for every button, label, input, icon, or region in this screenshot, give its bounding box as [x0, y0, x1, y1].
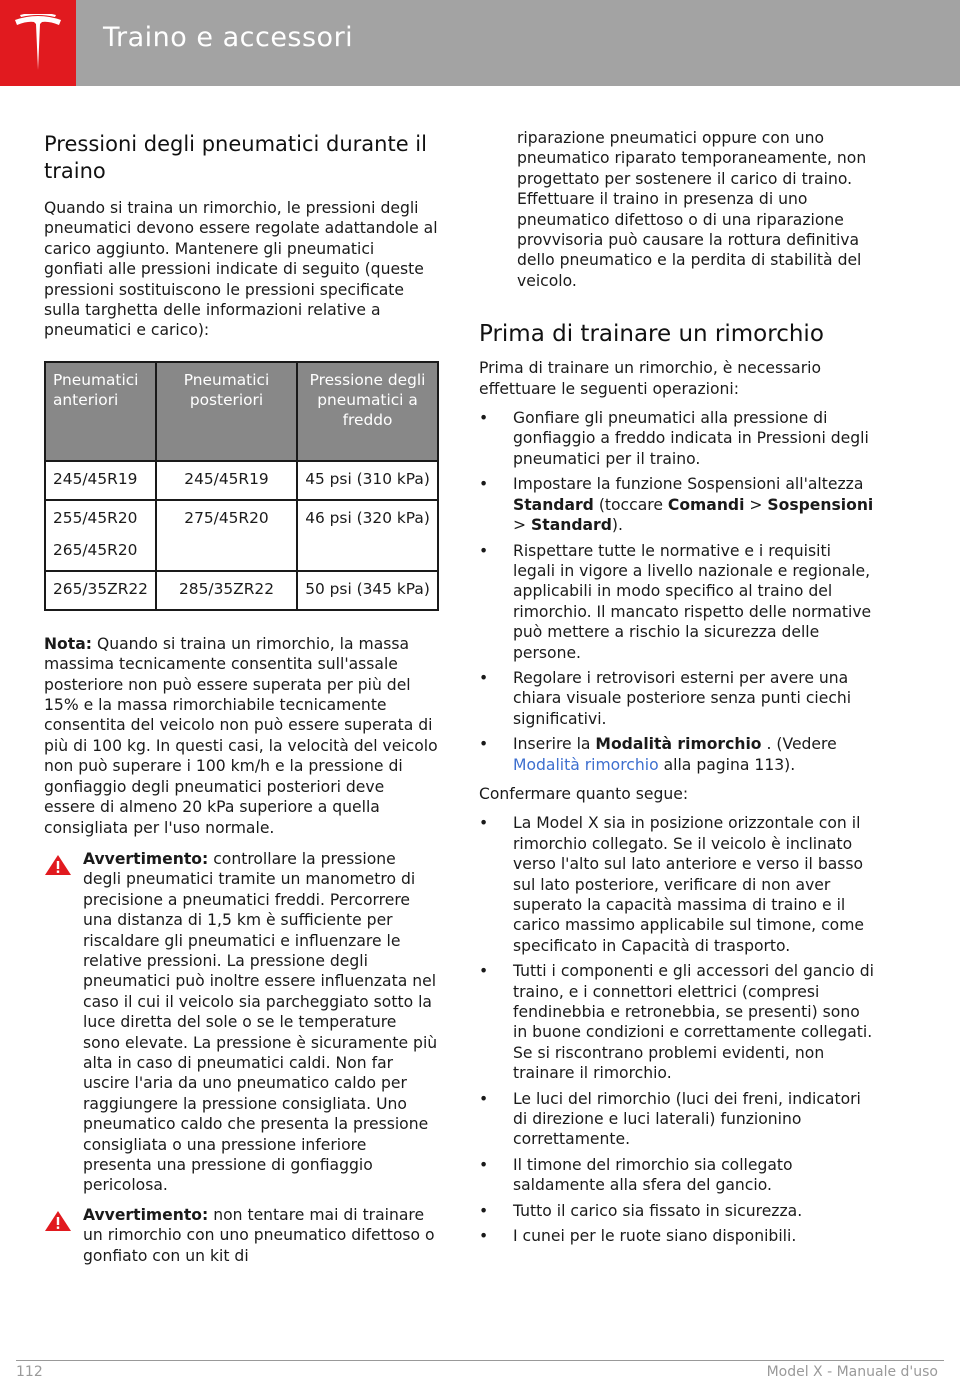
table-row: [45, 571, 438, 610]
list-item: • Inserire la Modalità rimorchio . (Vedere Modalità rimorchio alla pagina 113).: [479, 734, 875, 775]
column-header-front: Pneumatici anteriori: [45, 362, 156, 461]
note-label: Nota:: [44, 634, 92, 653]
warning-text: [83, 849, 438, 1196]
section-title-before-towing: Prima di trainare un rimorchio: [479, 321, 824, 348]
page-header: [0, 0, 960, 86]
list-item: • Impostare la funzione Sospensioni all'altezza Standard (toccare Comandi > Sospensioni > Standard).: [479, 474, 875, 535]
warning-text: [83, 1205, 438, 1266]
trailer-mode-link[interactable]: Modalità rimorchio: [513, 755, 659, 774]
note-text: Quando si traina un rimorchio, la massa massima tecnicamente consentita sull'assale posteriore non può essere superata per più del 15% e la massa rimorchiabile tecnicamente consentita del veicolo non può essere superata di più di 100 kg. In questi casi, la velocità del veicolo non può superare i 100 km/h e la pressione di gonfiaggio degli pneumatici posteriori deve essere di almeno 20 kPa superiore a quella consigliata per l'uso normale.: [44, 634, 438, 837]
front-tire-size: 265/35ZR22: [53, 579, 148, 598]
right-column: [479, 128, 875, 1247]
column-header-rear: Pneumatici posteriori: [156, 362, 297, 461]
footer-manual-title: Model X - Manuale d'uso: [766, 1364, 938, 1380]
table-row: [45, 461, 438, 500]
table-cell-pressure: 45 psi (310 kPa): [297, 461, 438, 500]
list-item: • Tutti i componenti e gli accessori del gancio di traino, e i connettori elettrici (compresi fendinebbia e retronebbia, se presenti) sono in buone condizioni e correttamente collegati. Se si riscontrano problemi evidenti, non trainare il rimorchio.: [479, 961, 875, 1083]
tesla-logo-icon: [13, 14, 63, 72]
page-number: 112: [16, 1364, 43, 1380]
tire-pressure-table: [44, 361, 439, 611]
list-item: • Le luci del rimorchio (luci dei freni, indicatori di direzione e luci laterali) funzionino correttamente.: [479, 1089, 875, 1150]
preparation-list: [479, 408, 875, 775]
table-cell-rear: 245/45R19: [156, 461, 297, 500]
list-item: • Regolare i retrovisori esterni per avere una chiara visuale posteriore senza punti ciechi significativi.: [479, 668, 875, 729]
page-title: Traino e accessori: [103, 22, 354, 53]
warning-triangle-icon: [44, 1210, 72, 1232]
list-item: • Tutto il carico sia fissato in sicurezza.: [479, 1201, 875, 1221]
column-header-pressure: Pressione degli pneumatici a freddo: [297, 362, 438, 461]
warning-block: [44, 1205, 438, 1266]
list-item: • I cunei per le ruote siano disponibili.: [479, 1226, 875, 1246]
warning-continued-text: riparazione pneumatici oppure con uno pneumatico riparato temporaneamente, non progettato per sostenere il carico di traino. Effettuare il traino in presenza di uno pneumatico difettoso o di una riparazione provvisoria può causare la rottura definitiva dello pneumatico e la perdita di stabilità del veicolo.: [517, 129, 867, 290]
table-header-row: [45, 362, 438, 461]
front-tire-size: 255/45R20: [53, 508, 138, 527]
tesla-logo: [0, 0, 76, 86]
table-cell-pressure: 50 psi (345 kPa): [297, 571, 438, 610]
section-intro: Quando si traina un rimorchio, le pressioni degli pneumatici devono essere regolate adattandole al carico aggiunto. Mantenere gli pneumatici gonfiati alle pressioni indicate di seguito (queste pressioni sostituiscono le pressioni specificate sulla targhetta delle informazioni relative a pneumatici e carico):: [44, 199, 438, 340]
warning-body: controllare la pressione degli pneumatici tramite un manometro di precisione a pneumatici freddi. Percorrere una distanza di 1,5 km è sufficiente per riscaldare gli pneumatici e influenzare le relative pressioni. La pressione degli pneumatici può inoltre essere influenzata nel caso il cui il veicolo sia parcheggiato sotto la luce diretta del sole o se le temperature sono elevate. La pressione è sicuramente più alta in caso di pneumatici caldi. Non far uscire l'aria da uno pneumatico caldo per raggiungere la pressione consigliata. Uno pneumatico caldo che presenta la pressione consigliata o una pressione inferiore presenta una pressione di gonfiaggio pericolosa.: [83, 849, 438, 1195]
table-cell-front: [45, 500, 156, 571]
confirm-intro: Confermare quanto segue:: [479, 784, 689, 803]
front-tire-size: 245/45R19: [53, 469, 138, 488]
warning-triangle-icon: [44, 854, 72, 876]
table-cell-rear: 285/35ZR22: [156, 571, 297, 610]
table-cell-front: [45, 461, 156, 500]
warning-block: [44, 849, 438, 1196]
footer-divider: [16, 1360, 944, 1361]
warning-body: non tentare mai di trainare un rimorchio con uno pneumatico difettoso o gonfiato con un kit di: [83, 1205, 435, 1265]
confirmation-list: [479, 813, 875, 1246]
section-title-tire-pressure: Pressioni degli pneumatici durante il traino: [44, 132, 427, 183]
section-intro: Prima di trainare un rimorchio, è necessario effettuare le seguenti operazioni:: [479, 359, 822, 398]
list-item: • Il timone del rimorchio sia collegato saldamente alla sfera del gancio.: [479, 1155, 875, 1196]
table-cell-front: [45, 571, 156, 610]
table-row: [45, 500, 438, 571]
warning-label: Avvertimento:: [83, 849, 209, 868]
list-item: • La Model X sia in posizione orizzontale con il rimorchio collegato. Se il veicolo è inclinato verso l'alto sul lato anteriore e verso il basso sul lato posteriore, verificare di non aver superato la capacità massima di traino e il carico massimo applicabile sul timone, come specificato in Capacità di trasporto.: [479, 813, 875, 956]
list-item: • Rispettare tutte le normative e i requisiti legali in vigore a livello nazionale e regionale, applicabili in modo specifico al traino del rimorchio. Il mancato rispetto delle normative può mettere a rischio la sicurezza delle persone.: [479, 541, 875, 663]
note-paragraph: [44, 634, 438, 838]
table-cell-pressure: 46 psi (320 kPa): [297, 500, 438, 571]
table-cell-rear: 275/45R20: [156, 500, 297, 571]
warning-label: Avvertimento:: [83, 1205, 209, 1224]
list-item: • Gonfiare gli pneumatici alla pressione di gonfiaggio a freddo indicata in Pressioni degli pneumatici per il traino.: [479, 408, 875, 469]
front-tire-size: 265/45R20: [53, 540, 138, 559]
left-column: [44, 128, 438, 1266]
